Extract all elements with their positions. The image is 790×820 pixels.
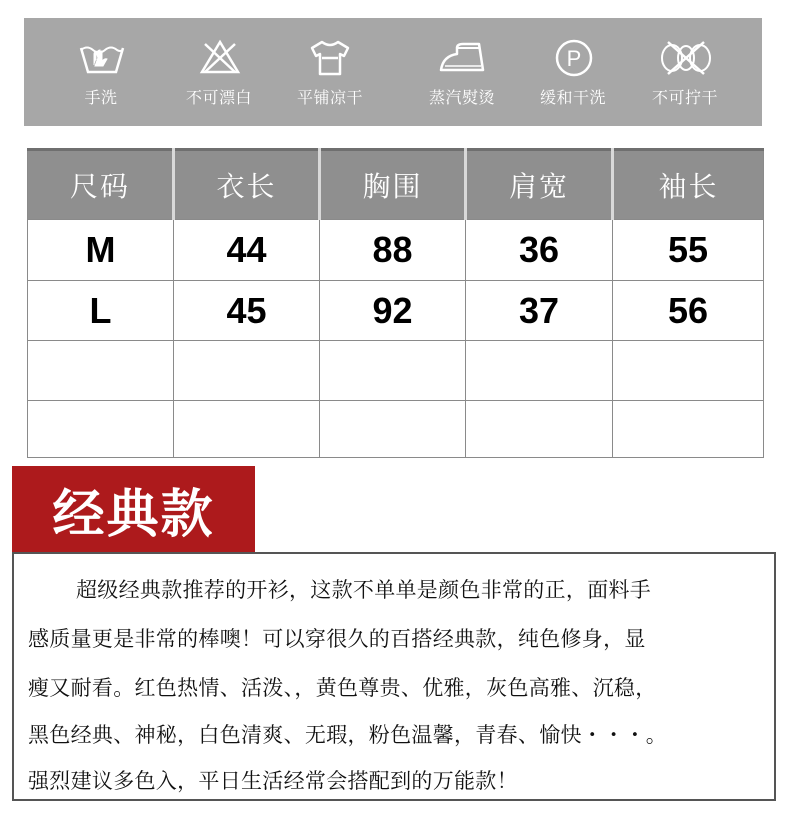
table-row [28, 281, 764, 341]
description-box [12, 552, 776, 801]
header-chest: 胸围 [320, 150, 466, 220]
care-label: 不可拧干 [651, 88, 718, 107]
care-item-dry-clean [518, 18, 628, 126]
sleeve-cell: 56 [613, 281, 764, 341]
classic-style-banner: 经典款 [12, 466, 255, 553]
description-line: 强烈建议多色入，平日生活经常会搭配到的万能款！ [28, 769, 518, 793]
size-cell [28, 341, 174, 401]
care-label: 手洗 [84, 88, 118, 107]
hand-wash-icon [78, 38, 126, 78]
care-instructions-bar [24, 18, 762, 126]
shoulder-cell: 36 [466, 220, 613, 281]
header-sleeve: 袖长 [613, 150, 764, 220]
care-label: 平铺凉干 [296, 88, 363, 107]
sleeve-cell [613, 401, 764, 458]
table-row [28, 401, 764, 458]
sleeve-cell: 55 [613, 220, 764, 281]
care-item-no-wring [630, 18, 740, 126]
header-length: 衣长 [174, 150, 320, 220]
shoulder-cell: 37 [466, 281, 613, 341]
care-label: 蒸汽熨烫 [428, 88, 495, 107]
table-row [28, 220, 764, 281]
length-cell: 44 [174, 220, 320, 281]
size-cell [28, 401, 174, 458]
care-item-flat-dry [275, 18, 385, 126]
length-cell [174, 341, 320, 401]
care-item-steam-iron [407, 18, 517, 126]
steam-iron-icon [435, 38, 489, 78]
description-line: 感质量更是非常的棒噢！可以穿很久的百搭经典款，纯色修身，显 [28, 627, 646, 651]
header-shoulder: 肩宽 [466, 150, 613, 220]
size-table [27, 148, 764, 458]
care-item-hand-wash [46, 18, 156, 126]
description-line: 瘦又耐看。红色热情、活泼、，黄色尊贵、优雅，灰色高雅、沉稳， [28, 676, 657, 700]
chest-cell [320, 401, 466, 458]
shoulder-cell [466, 341, 613, 401]
header-size: 尺码 [28, 150, 174, 220]
dry-clean-p-icon [553, 38, 595, 80]
description-line: 超级经典款推荐的开衫，这款不单单是颜色非常的正，面料手 [76, 578, 652, 602]
no-bleach-icon [199, 38, 241, 76]
size-table-header-row [28, 150, 764, 220]
length-cell: 45 [174, 281, 320, 341]
sleeve-cell [613, 341, 764, 401]
no-wring-icon [658, 38, 714, 78]
chest-cell [320, 341, 466, 401]
size-cell: M [28, 220, 174, 281]
dry-clean-letter: P [566, 46, 582, 71]
care-label: 缓和干洗 [539, 88, 606, 107]
chest-cell: 88 [320, 220, 466, 281]
flat-dry-icon [308, 38, 352, 78]
chest-cell: 92 [320, 281, 466, 341]
shoulder-cell [466, 401, 613, 458]
size-cell: L [28, 281, 174, 341]
length-cell [174, 401, 320, 458]
description-line: 黑色经典、神秘，白色清爽、无瑕，粉色温馨，青春、愉快・・・。 [28, 723, 667, 747]
care-item-no-bleach [164, 18, 274, 126]
care-label: 不可漂白 [185, 88, 252, 107]
table-row [28, 341, 764, 401]
